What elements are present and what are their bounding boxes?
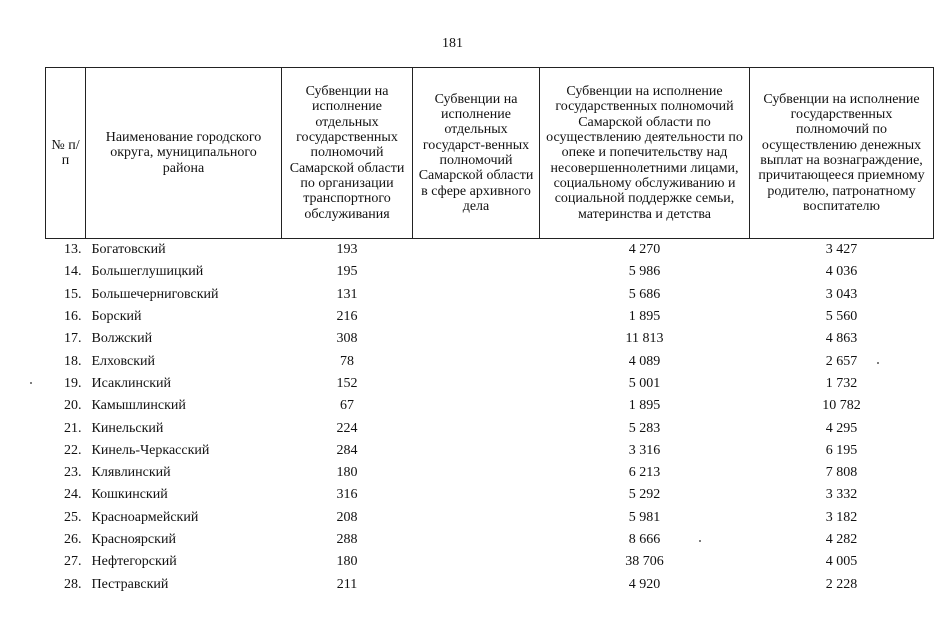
table-row	[46, 417, 934, 439]
archive-value	[413, 328, 540, 350]
transport-value: 78	[340, 353, 354, 369]
row-number: 27.	[64, 554, 82, 570]
foster-value: 10 782	[822, 398, 861, 414]
district-name: Красноармейский	[91, 509, 199, 525]
archive-value	[413, 239, 540, 262]
district-name: Нефтегорский	[91, 554, 177, 570]
row-number: 19.	[64, 375, 82, 391]
foster-value: 3 332	[825, 487, 858, 503]
row-number: 13.	[64, 242, 82, 258]
foster-value: 4 282	[825, 532, 858, 547]
foster-value: 5 560	[825, 309, 858, 325]
guardianship-value: 1 895	[628, 398, 661, 414]
row-number: 20.	[64, 398, 82, 414]
district-name: Борский	[91, 309, 142, 325]
archive-value	[413, 440, 540, 462]
guardianship-value: 11 813	[625, 331, 664, 347]
foster-value: 4 863	[825, 331, 858, 347]
table-row	[46, 529, 934, 551]
row-number: 21.	[64, 420, 82, 436]
table-row	[46, 484, 934, 506]
district-name: Большечерниговский	[91, 286, 219, 302]
archive-value	[413, 306, 540, 328]
row-number: 26.	[64, 532, 82, 547]
district-name: Кинельский	[91, 420, 164, 436]
row-number: 28.	[64, 576, 82, 592]
page-number: 181	[442, 36, 463, 51]
guardianship-value: 5 986	[628, 264, 661, 280]
header-name: Наименование городского округа, муниципального района	[86, 68, 282, 239]
scan-speck	[877, 362, 879, 364]
table-row	[46, 328, 934, 350]
subventions-table	[45, 67, 934, 596]
transport-value: 193	[336, 242, 358, 258]
district-name: Кинель-Черкасский	[91, 442, 210, 458]
archive-value	[413, 350, 540, 372]
transport-value: 284	[336, 442, 358, 458]
district-name: Волжский	[91, 331, 153, 347]
header-transport: Субвенции на исполнение отдельных государственных полномочий Самарской области по организации транспортного обслуживания	[282, 68, 413, 239]
table-row	[46, 440, 934, 462]
district-name: Пестравский	[91, 576, 169, 592]
foster-value: 2 228	[825, 576, 858, 592]
guardianship-value: 5 283	[628, 420, 661, 436]
table-row	[46, 306, 934, 328]
district-name: Кошкинский	[91, 487, 168, 503]
row-number: 17.	[64, 331, 82, 347]
transport-value: 308	[336, 331, 358, 347]
row-number: 22.	[64, 442, 82, 458]
transport-value: 224	[336, 420, 358, 436]
guardianship-value: 5 686	[628, 286, 661, 302]
guardianship-value: 1 895	[628, 309, 661, 325]
foster-value: 3 043	[825, 286, 858, 302]
table-row	[46, 373, 934, 395]
row-number: 24.	[64, 487, 82, 503]
table-row	[46, 462, 934, 484]
table-header	[46, 68, 934, 239]
archive-value	[413, 373, 540, 395]
table-row	[46, 350, 934, 372]
district-name: Камышлинский	[91, 398, 186, 414]
table-row	[46, 507, 934, 529]
district-name: Большеглушицкий	[91, 264, 204, 280]
scan-speck	[699, 540, 701, 542]
table-row	[46, 551, 934, 573]
foster-value: 3 427	[825, 242, 858, 258]
archive-value	[413, 417, 540, 439]
archive-value	[413, 507, 540, 529]
foster-value: 4 295	[825, 420, 858, 436]
district-name: Богатовский	[91, 242, 166, 258]
guardianship-value: 3 316	[628, 442, 661, 458]
foster-value: 4 036	[825, 264, 858, 280]
guardianship-value: 5 001	[628, 375, 661, 391]
row-number: 23.	[64, 465, 82, 481]
transport-value: 180	[336, 554, 358, 570]
foster-value: 7 808	[825, 465, 858, 481]
header-num: № п/п	[46, 68, 86, 239]
district-name: Елховский	[91, 353, 156, 369]
transport-value: 208	[336, 509, 358, 525]
row-number: 16.	[64, 309, 82, 325]
archive-value	[413, 484, 540, 506]
archive-value	[413, 261, 540, 283]
district-name: Исаклинский	[91, 375, 171, 391]
guardianship-value: 6 213	[628, 465, 661, 481]
archive-value	[413, 462, 540, 484]
transport-value: 131	[336, 286, 358, 302]
archive-value	[413, 529, 540, 551]
transport-value: 195	[336, 264, 358, 280]
header-row	[46, 68, 934, 239]
table-row	[46, 284, 934, 306]
transport-value: 152	[336, 375, 358, 391]
row-number: 18.	[64, 353, 82, 369]
transport-value: 180	[336, 465, 358, 481]
transport-value: 288	[336, 532, 358, 547]
foster-value: 1 732	[825, 375, 858, 391]
guardianship-value: 4 089	[628, 353, 661, 369]
transport-value: 67	[340, 398, 354, 414]
guardianship-value: 38 706	[625, 554, 664, 570]
district-name: Клявлинский	[91, 465, 171, 481]
guardianship-value: 4 270	[628, 242, 661, 258]
foster-value: 2 657	[825, 353, 858, 369]
guardianship-value: 5 292	[628, 487, 661, 503]
row-number: 15.	[64, 286, 82, 302]
guardianship-value: 8 666	[628, 532, 661, 547]
archive-value	[413, 284, 540, 306]
header-foster: Субвенции на исполнение государственных полномочий по осуществлению денежных выплат на вознаграждение, причитающееся приемному родителю, патронатному воспитателю	[750, 68, 934, 239]
scan-speck	[30, 382, 32, 384]
row-number: 14.	[64, 264, 82, 280]
foster-value: 3 182	[825, 509, 858, 525]
transport-value: 316	[336, 487, 358, 503]
header-guardianship: Субвенции на исполнение государственных полномочий Самарской области по осуществлению деятельности по опеке и попечительству над несовершеннолетними лицами, социальному обслуживанию и социальной поддержке семьи, материнства и детства	[540, 68, 750, 239]
table-row	[46, 573, 934, 595]
transport-value: 216	[336, 309, 358, 325]
archive-value	[413, 395, 540, 417]
table-row	[46, 261, 934, 283]
guardianship-value: 4 920	[628, 576, 661, 592]
table-row	[46, 395, 934, 417]
district-name: Красноярский	[91, 532, 176, 547]
table-body	[46, 239, 934, 596]
table-row	[46, 239, 934, 262]
row-number: 25.	[64, 509, 82, 525]
transport-value: 211	[336, 576, 358, 592]
archive-value	[413, 573, 540, 595]
header-archive: Субвенции на исполнение отдельных государст-венных полномочий Самарской области в сфере архивного дела	[413, 68, 540, 239]
guardianship-value: 5 981	[628, 509, 661, 525]
archive-value	[413, 551, 540, 573]
foster-value: 4 005	[825, 554, 858, 570]
foster-value: 6 195	[825, 442, 858, 458]
